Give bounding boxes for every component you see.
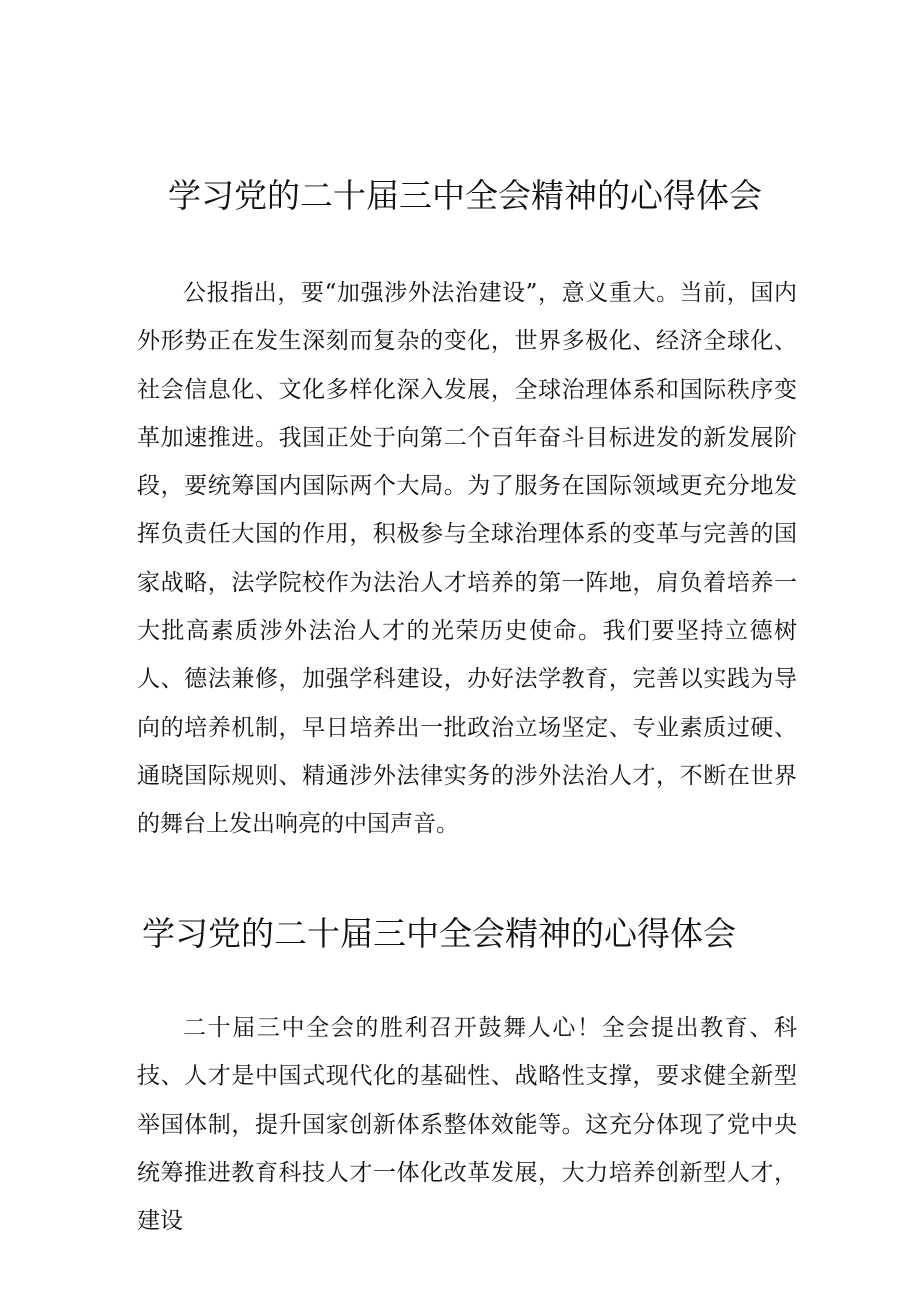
- section-title: 学习党的二十届三中全会精神的心得体会: [142, 914, 736, 953]
- section-paragraph: 二十届三中全会的胜利召开鼓舞人心！全会提出教育、科技、人才是中国式现代化的基础性、战略性支撑，要求健全新型举国体制，提升国家创新体系整体效能等。这充分体现了党中央统筹推进教育科技人才一体化改革发展，大力培养创新型人才，建设: [137, 1015, 797, 1235]
- section-title: 学习党的二十届三中全会精神的心得体会: [168, 176, 762, 215]
- section-paragraph: 公报指出，要“加强涉外法治建设”，意义重大。当前，国内外形势正在发生深刻而复杂的变化，世界多极化、经济全球化、社会信息化、文化多样化深入发展，全球治理体系和国际秩序变革加速推进。我国正处于向第二个百年奋斗目标进发的新发展阶段，要统筹国内国际两个大局。为了服务在国际领域更充分地发挥负责任大国的作用，积极参与全球治理体系的变革与完善的国家战略，法学院校作为法治人才培养的第一阵地，肩负着培养一大批高素质涉外法治人才的光荣历史使命。我们要坚持立德树人、德法兼修，加强学科建设，办好法学教育，完善以实践为导向的培养机制，早日培养出一批政治立场坚定、专业素质过硬、通晓国际规则、精通涉外法律实务的涉外法治人才，不断在世界的舞台上发出响亮的中国声音。: [137, 280, 797, 838]
